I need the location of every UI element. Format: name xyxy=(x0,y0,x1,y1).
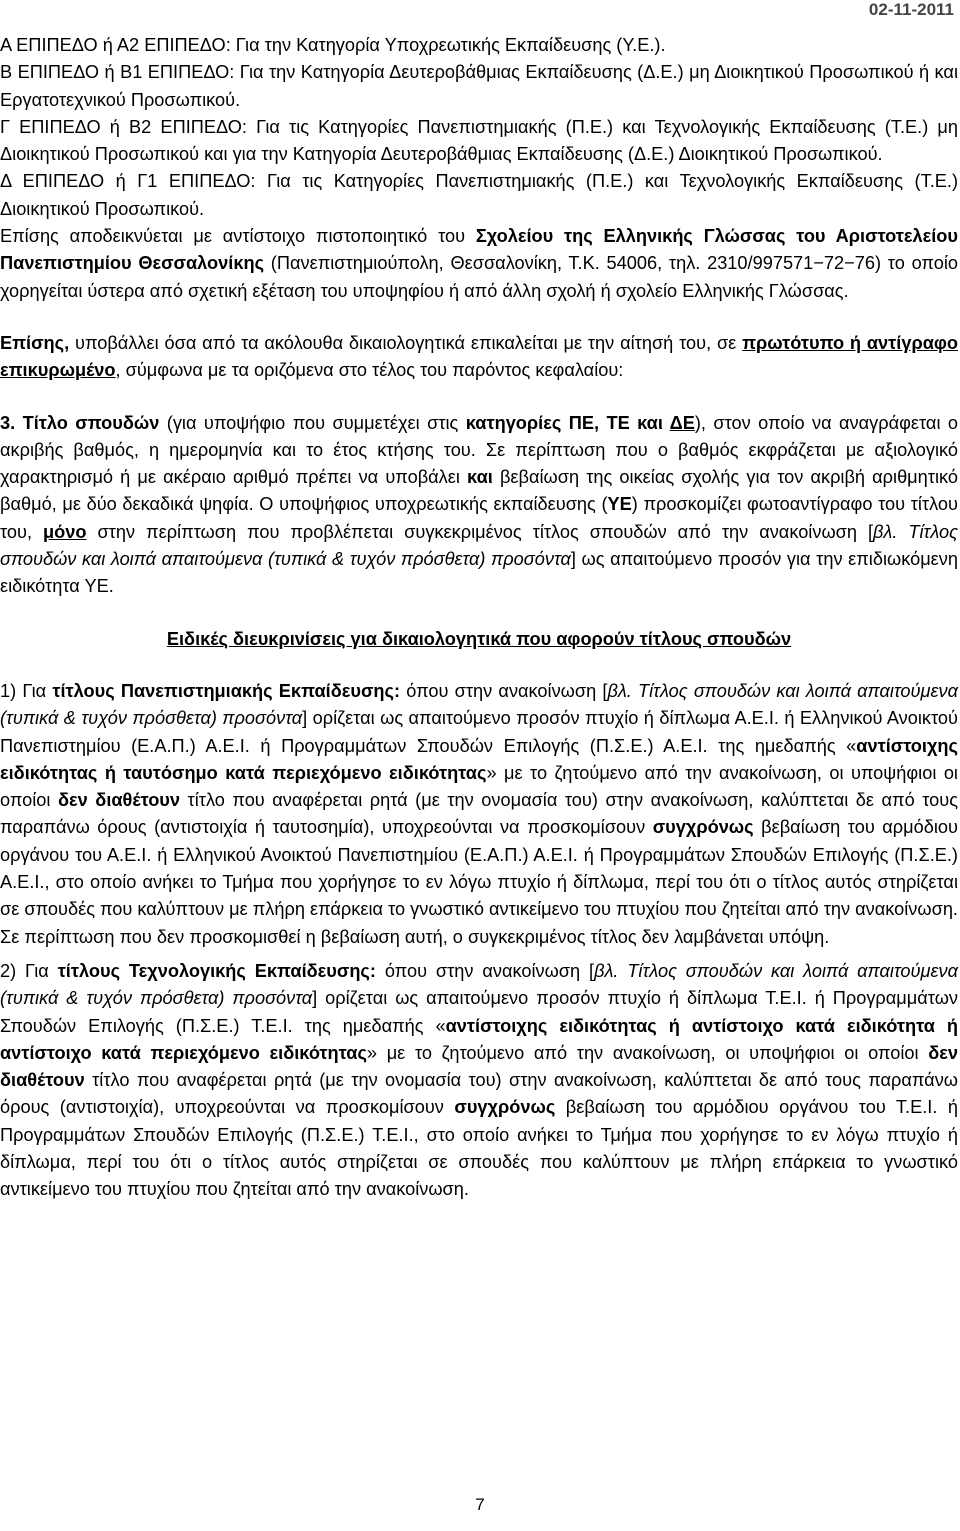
text-segment: Επίσης αποδεικνύεται με αντίστοιχο πιστοποιητικό του xyxy=(0,226,476,247)
text-segment: όπου στην ανακοίνωση [ xyxy=(375,960,595,981)
text-segment: Β ΕΠΙΠΕΔΟ ή Β1 ΕΠΙΠΕΔΟ: Για την Κατηγορία Δευτεροβάθμιας Εκπαίδευσης (Δ.Ε.) μη Διοικητικού Προσωπικού ή και Εργατοτεχνικού Προσωπικού. xyxy=(0,62,958,110)
text-segment: ) προσκομίζει φωτοαντίγραφο του τίτλου του, xyxy=(0,494,958,542)
text-segment: ), στον οποίο να αναγράφεται ο ακριβής βαθμός, η ημερομηνία και το έτος κτήσης του. Σε περίπτωση που ο βαθμός εκφράζεται με αξιολογικό χαρακτηρισμό ή με ακέραιο αριθμό πρέπει να υποβάλει xyxy=(0,412,959,488)
text-segment: Επίσης, xyxy=(0,332,70,353)
document-body xyxy=(0,32,958,1204)
text-segment: συγχρόνως xyxy=(652,817,754,838)
text-segment: ] ως απαιτούμενο προσόν για την επιδιωκόμενη ειδικότητα ΥΕ. xyxy=(0,549,958,597)
text-segment: 2) Για xyxy=(0,960,58,981)
text-segment: πρωτότυπο ή αντίγραφο επικυρωμένο xyxy=(0,332,958,381)
text-segment: δεν διαθέτουν xyxy=(0,1042,958,1091)
text-segment: Σχολείου της Ελληνικής Γλώσσας του Αριστοτελείου Πανεπιστημίου Θεσσαλονίκης xyxy=(0,226,958,274)
text-segment: τίτλους Τεχνολογικής Εκπαίδευσης: xyxy=(57,960,376,981)
text-segment: τίτλους Πανεπιστημιακής Εκπαίδευσης: xyxy=(52,680,401,701)
text-segment: μόνο xyxy=(43,521,87,542)
text-segment: ] ορίζεται ως απαιτούμενο προσόν πτυχίο ή δίπλωμα Τ.Ε.Ι. ή Προγραμμάτων Σπουδών Επιλογής (Π.Σ.Ε.) Τ.Ε.Ι. της ημεδαπής « xyxy=(0,988,958,1036)
text-segment: Α ΕΠΙΠΕΔΟ ή Α2 ΕΠΙΠΕΔΟ: Για την Κατηγορία Υποχρεωτικής Εκπαίδευσης (Υ.Ε.). xyxy=(0,35,666,55)
paragraph xyxy=(0,32,958,59)
text-segment: (Πανεπιστημιούπολη, Θεσσαλονίκη, Τ.Κ. 54006, τηλ. 2310/997571−72−76) το οποίο χορηγείται ύστερα από σχετική εξέταση του υποψηφίου ή από άλλη σχολή ή σχολείο Ελληνικής Γλώσσας. xyxy=(0,253,958,301)
text-segment: βλ. Τίτλος σπουδών και λοιπά απαιτούμενα (τυπικά & τυχόν πρόσθετα) προσόντα xyxy=(0,680,958,729)
text-segment: 3. Τίτλο σπουδών xyxy=(0,412,160,433)
page-number: 7 xyxy=(475,1495,485,1514)
text-segment: και xyxy=(467,467,493,488)
text-segment: κατηγορίες ΠΕ, ΤΕ και xyxy=(465,412,670,433)
text-segment: Ειδικές διευκρινίσεις για δικαιολογητικά που αφορούν τίτλους σπουδών xyxy=(166,628,792,649)
text-segment: δεν διαθέτουν xyxy=(57,790,181,811)
text-segment: βλ. Τίτλος σπουδών και λοιπά απαιτούμενα (τυπικά & τυχόν πρόσθετα) προσόντα xyxy=(0,521,958,570)
text-segment: συγχρόνως xyxy=(454,1097,556,1118)
text-segment: βλ. Τίτλος σπουδών και λοιπά απαιτούμενα (τυπικά & τυχόν πρόσθετα) προσόντα xyxy=(0,960,958,1009)
text-segment: 1) Για xyxy=(0,680,53,701)
paragraph xyxy=(0,168,958,223)
paragraph xyxy=(0,330,958,385)
text-segment: τίτλο που αναφέρεται ρητά (με την ονομασία του) στην ανακοίνωση, καλύπτεται δε από τους παραπάνω όρους (αντιστοιχία ή ταυτοσημία), υποχρεούνται να προσκομίσουν xyxy=(0,790,958,838)
text-segment: (για υποψήφιο που συμμετέχει στις xyxy=(159,412,466,433)
paragraph xyxy=(0,114,958,169)
paragraph xyxy=(0,626,958,653)
paragraph xyxy=(0,958,958,1204)
text-segment: » με το ζητούμενο από την ανακοίνωση, οι υποψήφιοι οι οποίοι xyxy=(0,762,958,811)
text-segment: αντίστοιχης ειδικότητας ή αντίστοιχο κατά ειδικότητα ή αντίστοιχο κατά περιεχόμενο ειδικότητας xyxy=(0,1015,958,1063)
text-segment: βεβαίωση του αρμόδιου οργάνου του Τ.Ε.Ι. ή Προγραμμάτων Σπουδών Επιλογής (Π.Σ.Ε.) Τ.Ε.Ι., στο οποίο ανήκει το Τμήμα που χορήγησε το εν λόγω πτυχίο ή δίπλωμα, περί του ότι ο τίτλος αυτός στηρίζεται σε σπουδές που καλύπτουν με πλήρη επάρκεια το γνωστικό αντικείμενο του πτυχίου που ζητείται από την ανακοίνωση. xyxy=(0,1097,958,1200)
text-segment: στην περίπτωση που προβλέπεται συγκεκριμένος τίτλος σπουδών από την ανακοίνωση [ xyxy=(86,521,874,542)
text-segment: Γ ΕΠΙΠΕΔΟ ή Β2 ΕΠΙΠΕΔΟ: Για τις Κατηγορίες Πανεπιστημιακής (Π.Ε.) και Τεχνολογικής Εκπαίδευσης (Τ.Ε.) μη Διοικητικού Προσωπικού και για την Κατηγορία Δευτεροβάθμιας Εκπαίδευσης (Δ.Ε.) Διοικητικού Προσωπικού. xyxy=(0,116,958,165)
text-segment: βεβαίωση του αρμόδιου οργάνου του Α.Ε.Ι. ή Ελληνικού Ανοικτού Πανεπιστημίου (Ε.Α.Π.) Α.Ε.Ι. ή Προγραμμάτων Σπουδών Επιλογής (Π.Σ.Ε.) Α.Ε.Ι., στο οποίο ανήκει το Τμήμα που χορήγησε το εν λόγω πτυχίο ή δίπλωμα, περί του ότι ο τίτλος αυτός στηρίζεται σε σπουδές που καλύπτουν με πλήρη επάρκεια το γνωστικό αντικείμενο του πτυχίου που ζητείται από την ανακοίνωση. Σε περίπτωση που δεν προσκομισθεί η βεβαίωση αυτή, ο συγκεκριμένος τίτλος δεν λαμβάνεται υπόψη. xyxy=(0,817,958,947)
text-segment: ΥΕ xyxy=(607,494,632,515)
paragraph xyxy=(0,59,958,114)
paragraph xyxy=(0,410,958,601)
text-segment: βεβαίωση της οικείας σχολής για τον ακριβή αριθμητικό βαθμό, με δύο δεκαδικά ψηφία. Ο υποψήφιος υποχρεωτικής εκπαίδευσης ( xyxy=(0,467,958,515)
text-segment: όπου στην ανακοίνωση [ xyxy=(400,680,608,701)
text-segment: τίτλο που αναφέρεται ρητά (με την ονομασία του) στην ανακοίνωση, καλύπτεται δε από τους παραπάνω όρους (αντιστοιχία), υποχρεούνται να προσκομίσουν xyxy=(0,1070,958,1118)
document-date: 02-11-2011 xyxy=(868,0,954,19)
paragraph xyxy=(0,223,958,305)
text-segment: ΔΕ xyxy=(669,412,695,433)
text-segment: αντίστοιχης ειδικότητας ή ταυτόσημο κατά περιεχόμενο ειδικότητας xyxy=(0,735,958,783)
text-segment: Δ ΕΠΙΠΕΔΟ ή Γ1 ΕΠΙΠΕΔΟ: Για τις Κατηγορίες Πανεπιστημιακής (Π.Ε.) και Τεχνολογικής Εκπαίδευσης (Τ.Ε.) Διοικητικού Προσωπικού. xyxy=(0,171,958,219)
text-segment: , σύμφωνα με τα οριζόμενα στο τέλος του παρόντος κεφαλαίου: xyxy=(115,360,624,381)
text-segment: υποβάλλει όσα από τα ακόλουθα δικαιολογητικά επικαλείται με την αίτησή του, σε xyxy=(69,332,743,353)
text-segment: » με το ζητούμενο από την ανακοίνωση, οι υποψήφιοι οι οποίοι xyxy=(366,1042,929,1063)
paragraph xyxy=(0,678,958,951)
text-segment: ] ορίζεται ως απαιτούμενο προσόν πτυχίο ή δίπλωμα Α.Ε.Ι. ή Ελληνικού Ανοικτού Πανεπιστημίου (Ε.Α.Π.) Α.Ε.Ι. ή Προγραμμάτων Σπουδών Επιλογής (Π.Σ.Ε.) Α.Ε.Ι. της ημεδαπής « xyxy=(0,708,958,756)
